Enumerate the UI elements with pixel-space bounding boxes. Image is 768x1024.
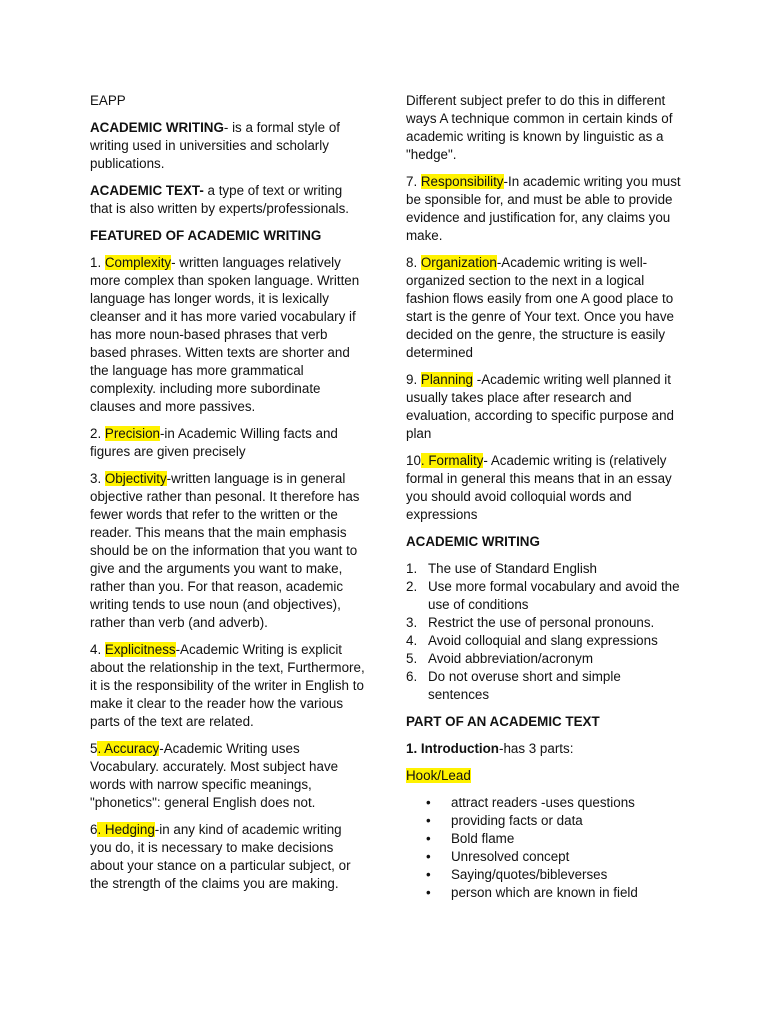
list-item xyxy=(406,614,682,632)
hook-line xyxy=(406,767,682,785)
hook-label: Hook/Lead xyxy=(406,768,471,783)
definition-academic-text xyxy=(90,182,365,218)
feature-number: 10 xyxy=(406,453,421,468)
feature-text: -Academic writing well planned it usually takes place after research and evaluation, according to specific purpose and plan xyxy=(406,372,674,441)
feature-number: 8. xyxy=(406,255,421,270)
bullet-item: • Bold flame xyxy=(406,830,682,848)
feature-term: Organization xyxy=(420,255,497,270)
feature-term: Planning xyxy=(420,372,474,387)
definition-academic-writing xyxy=(90,119,365,173)
feature-responsibility xyxy=(406,173,682,245)
feature-number: 1. xyxy=(90,255,105,270)
feature-text: -Academic Writing is explicit about the relationship in the text, Furthermore, it is the responsibility of the writer in English to make it clear to the reader how the various parts of the text are related. xyxy=(90,642,365,729)
hook-bullet-list xyxy=(406,794,682,902)
list-item xyxy=(406,560,682,578)
feature-number: 6 xyxy=(90,822,98,837)
feature-planning xyxy=(406,371,682,443)
academic-writing-heading: ACADEMIC WRITING xyxy=(406,534,540,549)
definition-term: ACADEMIC WRITING xyxy=(90,120,224,135)
list-number: 3. xyxy=(406,615,418,630)
bullet-item: • Saying/quotes/bibleverses xyxy=(406,866,682,884)
list-text: The use of Standard English xyxy=(428,561,597,576)
bullet-item: • Unresolved concept xyxy=(406,848,682,866)
feature-complexity xyxy=(90,254,365,416)
feature-number: 4. xyxy=(90,642,105,657)
feature-text: -in Academic Willing facts and figures are given precisely xyxy=(90,426,338,459)
introduction-label: 1. Introduction xyxy=(406,741,499,756)
feature-term: Explicitness xyxy=(104,642,176,657)
feature-objectivity xyxy=(90,470,365,632)
list-item xyxy=(406,632,682,650)
introduction-text: -has 3 parts: xyxy=(498,741,574,756)
feature-number: 5 xyxy=(90,741,98,756)
list-text: Do not overuse short and simple sentences xyxy=(428,669,621,702)
list-item xyxy=(406,650,682,668)
bullet-item: • attract readers -uses questions xyxy=(406,794,682,812)
feature-number: 3. xyxy=(90,471,105,486)
list-number: 1. xyxy=(406,561,418,576)
hedging-continued: Different subject prefer to do this in different ways A technique common in certain kinds of academic writing is known by linguistic as a "hedge". xyxy=(406,93,673,162)
bullet-item: • person which are known in field xyxy=(406,884,682,902)
feature-text: -written language is in general objective rather than pesonal. It therefore has fewer words that refer to the written or the reader. This means that the main emphasis should be on the information that you want to give and the arguments you want to make, rather than you. For that reason, academic writing tends to use noun (and objectives), rather than verb (and adverb). xyxy=(90,471,360,630)
list-item xyxy=(406,578,682,614)
parts-heading: PART OF AN ACADEMIC TEXT xyxy=(406,714,600,729)
feature-text: - written languages relatively more complex than spoken language. Written language has longer words, it is lexically cleanser and it has more varied vocabulary if has more noun-based phrases that verb based phrases. Witten texts are shorter and the language has more grammatical complexity. including more subordinate clauses and more passives. xyxy=(90,255,360,414)
feature-precision xyxy=(90,425,365,461)
feature-term: Precision xyxy=(104,426,160,441)
definition-text: - is a formal style of writing used in universities and scholarly publications. xyxy=(90,120,340,171)
list-text: Avoid colloquial and slang expressions xyxy=(428,633,658,648)
feature-hedging xyxy=(90,821,365,893)
feature-number: 9. xyxy=(406,372,421,387)
left-column xyxy=(90,92,365,902)
academic-writing-list xyxy=(406,560,682,704)
list-item xyxy=(406,668,682,704)
list-text: Use more formal vocabulary and avoid the use of conditions xyxy=(428,579,680,612)
feature-text: - Academic writing is (relatively formal in general this means that in an essay you should avoid colloquial words and expressions xyxy=(406,453,672,522)
feature-number: 7. xyxy=(406,174,421,189)
feature-term: Responsibility xyxy=(420,174,504,189)
introduction-line xyxy=(406,740,682,758)
right-column xyxy=(406,92,682,902)
list-number: 2. xyxy=(406,579,418,594)
list-number: 6. xyxy=(406,669,418,684)
doc-label: EAPP xyxy=(90,93,126,108)
bullet-item: • providing facts or data xyxy=(406,812,682,830)
list-number: 4. xyxy=(406,633,418,648)
feature-explicitness xyxy=(90,641,365,731)
feature-organization xyxy=(406,254,682,362)
feature-text: -Academic Writing uses Vocabulary. accurately. Most subject have words with narrow specific meanings, "phonetics": general English does not. xyxy=(90,741,339,810)
feature-accuracy xyxy=(90,740,365,812)
feature-term: . Formality xyxy=(420,453,484,468)
feature-number: 2. xyxy=(90,426,105,441)
feature-text: -Academic writing is well-organized section to the next in a logical fashion flows easily from one A good place to start is the genre of Your text. Once you have decided on the genre, the structure is easily determined xyxy=(406,255,674,360)
list-number: 5. xyxy=(406,651,418,666)
feature-term: Complexity xyxy=(104,255,172,270)
feature-term: . Accuracy xyxy=(97,741,160,756)
definition-term: ACADEMIC TEXT- xyxy=(90,183,204,198)
feature-text: -in any kind of academic writing you do, it is necessary to make decisions about your stance on a particular subject, or the strength of the claims you are making. xyxy=(90,822,351,891)
feature-formality xyxy=(406,452,682,524)
feature-term: Objectivity xyxy=(104,471,167,486)
list-text: Avoid abbreviation/acronym xyxy=(428,651,593,666)
definition-text: a type of text or writing that is also written by experts/professionals. xyxy=(90,183,350,216)
feature-term: . Hedging xyxy=(97,822,155,837)
features-heading: FEATURED OF ACADEMIC WRITING xyxy=(90,228,322,243)
list-text: Restrict the use of personal pronouns. xyxy=(428,615,655,630)
feature-text: -In academic writing you must be sponsible for, and must be able to provide evidence and justification for, any claims you make. xyxy=(406,174,681,243)
